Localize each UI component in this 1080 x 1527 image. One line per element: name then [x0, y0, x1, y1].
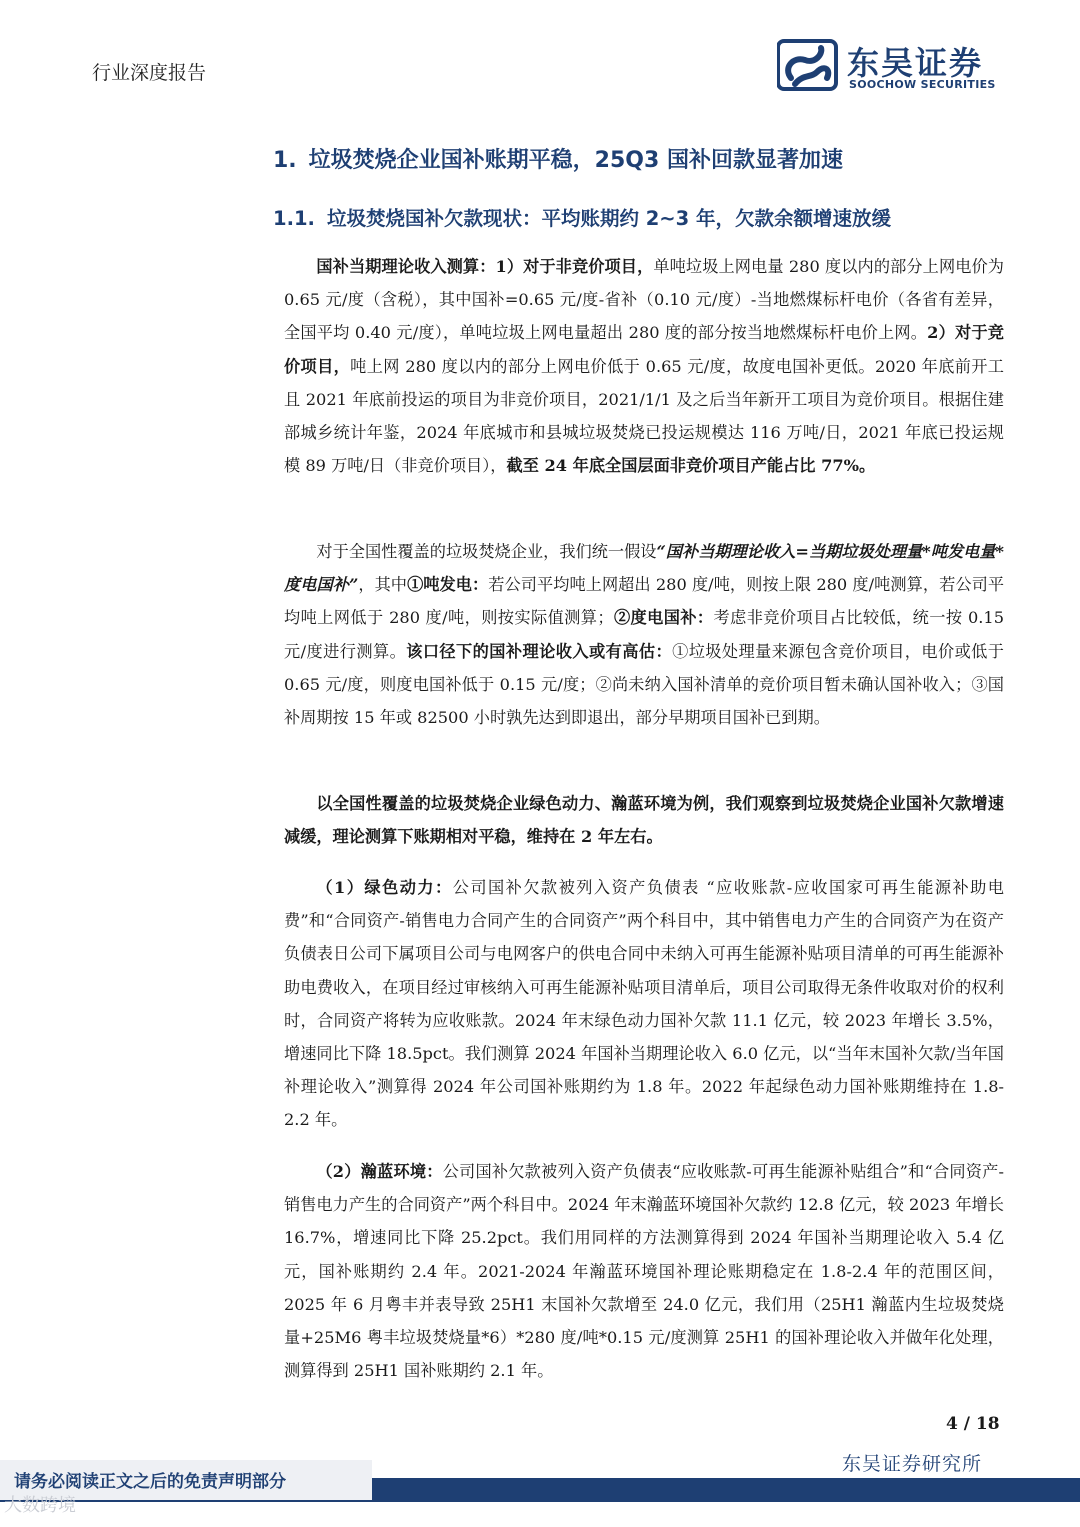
report-type-label: 行业深度报告	[92, 62, 207, 84]
text-run: ①吨发电：	[407, 575, 489, 595]
text-run: （1）绿色动力：	[316, 878, 453, 897]
paragraph-green-power	[284, 871, 1004, 1137]
logo-name-en: SOOCHOW SECURITIES	[849, 78, 996, 91]
section-heading	[273, 143, 843, 174]
logo-name-cn: 东吴证券	[847, 44, 984, 82]
subsection-heading	[273, 203, 891, 231]
text-run: 公司国补欠款被列入资产负债表 “应收账款-应收国家可再生能源补助电费”和“合同资产-销售电力合同产生的合同资产”两个科目中，其中销售电力产生的合同资产为在资产负债表日公司下属项目公司与电网客户的供电合同中未纳入可再生能源补贴项目清单的可再生能源补助电费收入，在项目经过审核纳入可再生能源补贴项目清单后，项目公司取得无条件收取对价的权利时，合同资产将转为应收账款。2024 年末绿色动力国补欠款 11.1 亿元，较 2023 年增长 3.5%，增速同比下降 18.5pct。我们测算 2024 年国补当期理论收入 6.0 亿元，以“当年末国补欠款/当年国补理论收入”测算得 2024 年公司国补账期约为 1.8 年。2022 年起绿色动力国补账期维持在 1.8-2.2 年。	[284, 878, 1004, 1130]
paragraph-subsidy-estimation	[284, 250, 1004, 482]
text-run: 对于全国性覆盖的垃圾焚烧企业，我们统一假设	[316, 542, 657, 561]
text-run: 以全国性覆盖的垃圾焚烧企业绿色动力、瀚蓝环境为例，我们观察到垃圾焚烧企业国补欠款增速减缓，理论测算下账期相对平稳，维持在 2 年左右。	[284, 794, 1004, 847]
watermark-text: 大数跨境	[4, 1495, 76, 1516]
paragraph-assumption	[284, 535, 1004, 734]
section-title: 垃圾焚烧企业国补账期平稳，25Q3 国补回款显著加速	[308, 148, 843, 173]
text-run: 该口径下的国补理论收入或有高估：	[406, 641, 673, 661]
text-run: （2）瀚蓝环境：	[316, 1162, 443, 1181]
subsection-number: 1.1.	[273, 207, 315, 230]
paragraph-grandblue	[284, 1155, 1004, 1387]
text-run: 截至 24 年底全国层面非竞价项目产能占比 77%。	[506, 456, 876, 476]
text-run: ①垃圾处理量来源包含竞价项目，电价或低于 0.65 元/度，则度电国补低于 0.15 元/度；②尚未纳入国补清单的竞价项目暂未确认国补收入；③国补周期按 15 年或 82500 小时孰先达到即退出，部分早期项目国补已到期。	[284, 641, 1004, 728]
page-number: 4 / 18	[946, 1414, 1000, 1434]
section-number: 1.	[273, 148, 297, 173]
text-run: 单吨垃圾上网电量 280 度以内的部分上网电价为 0.65 元/度（含税），其中国补=0.65 元/度-省补（0.10 元/度）-当地燃煤标杆电价（各省有差异，全国平均 0.40 元/度），单吨垃圾上网电量超出 280 度的部分按当地燃煤标杆电价上网。	[284, 257, 1004, 343]
text-run: ②度电国补：	[613, 608, 714, 628]
text-run: 吨上网 280 度以内的部分上网电价低于 0.65 元/度，故度电国补更低。2020 年底前开工且 2021 年底前投运的项目为非竞价项目，2021/1/1 及之后当年新开工项目为竞价项目。根据住建部城乡统计年鉴，2024 年底城市和县城垃圾焚烧已投运规模达 116 万吨/日，2021 年底已投运规模 89 万吨/日（非竞价项目），	[284, 356, 1004, 476]
subsection-title: 垃圾焚烧国补欠款现状：平均账期约 2~3 年，欠款余额增速放缓	[326, 207, 892, 230]
text-run: ，其中	[358, 575, 408, 595]
footer-firm-name: 东吴证券研究所	[836, 1449, 988, 1476]
paragraph-observation	[284, 787, 1004, 853]
text-run: “国补当期理论收入=当期垃圾处理量*吨发电量*度电国补”	[284, 542, 1005, 595]
text-run: 考虑非竞价项目占比较低，统一按 0.15 元/度进行测算。	[284, 608, 1005, 661]
soochow-logo-icon	[777, 38, 839, 92]
disclaimer-text: 请务必阅读正文之后的免责声明部分	[14, 1472, 286, 1492]
text-run: 国补当期理论收入测算：1）对于非竞价项目，	[316, 257, 654, 276]
text-run: 2）对于竞价项目，	[284, 323, 1004, 376]
text-run: 若公司平均吨上网超出 280 度/吨，则按上限 280 度/吨测算，若公司平均吨上网低于 280 度/吨，则按实际值测算；	[284, 575, 1005, 628]
text-run: 公司国补欠款被列入资产负债表“应收账款-可再生能源补贴组合”和“合同资产-销售电力产生的合同资产”两个科目中。2024 年末瀚蓝环境国补欠款约 12.8 亿元，较 2023 年增长 16.7%，增速同比下降 25.2pct。我们用同样的方法测算得到 2024 年国补当期理论收入 5.4 亿元，国补账期约 2.4 年。2021-2024 年瀚蓝环境国补理论账期稳定在 1.8-2.4 年的范围区间，2025 年 6 月粤丰并表导致 25H1 末国补欠款增至 24.0 亿元，我们用（25H1 瀚蓝内生垃圾焚烧量+25M6 粤丰垃圾焚烧量*6）*280 度/吨*0.15 元/度测算 25H1 的国补理论收入并做年化处理，测算得到 25H1 国补账期约 2.1 年。	[284, 1162, 1005, 1381]
soochow-logo	[777, 36, 1007, 96]
